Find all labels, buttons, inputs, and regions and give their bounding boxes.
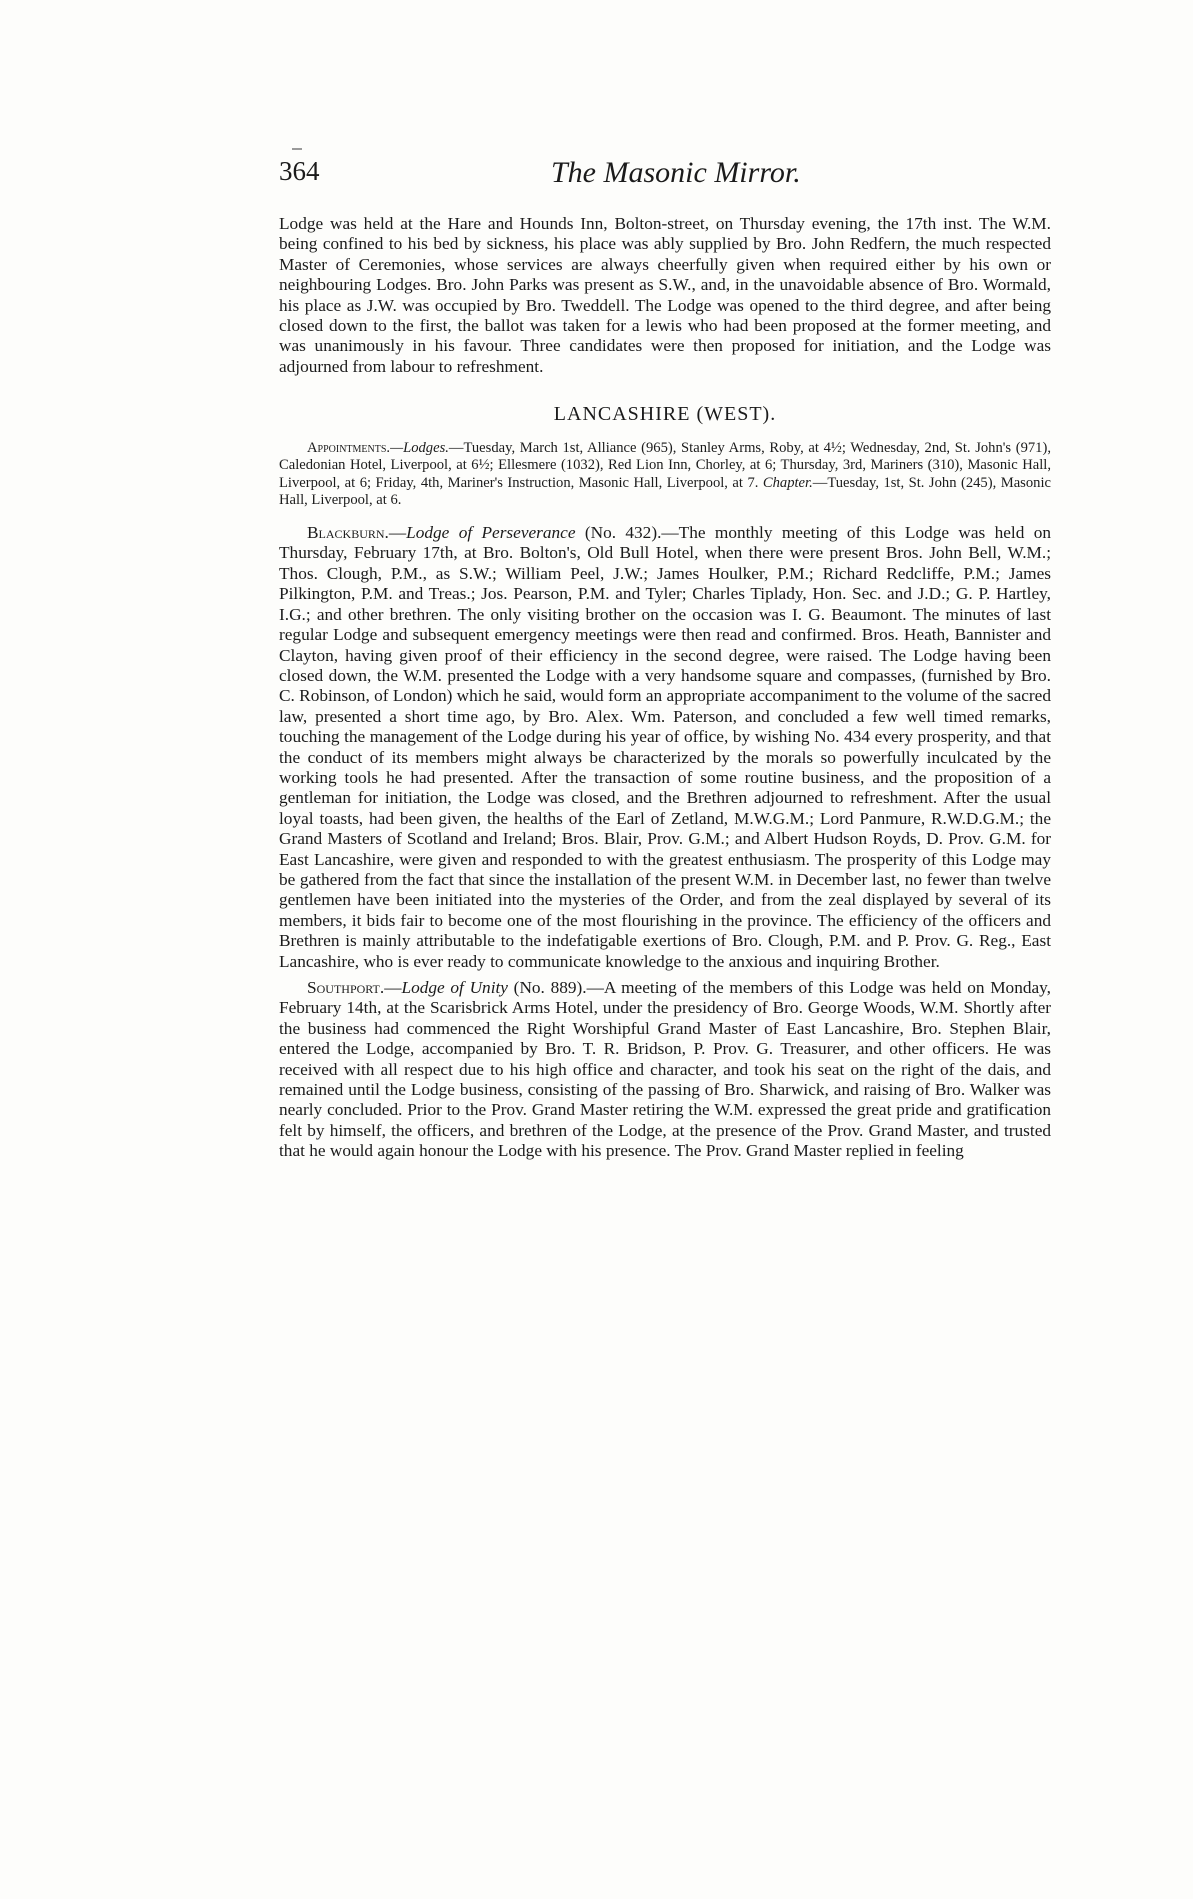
appointments-text: —Tuesday, March 1st, Alliance (965), Stanley Arms, Roby, at 4½; Wednesday, 2nd, St. John's (971), Caledonian Hotel, Liverpool, at 6½; Ellesmere (1032), Red Lion Inn, Chorley, at 6; Thursday, 3rd, Mariners (310), Masonic Hall, Liverpool, at 6; Friday, 4th, Mariner's Instruction, Masonic Hall, Liverpool, at 7. [279,440,1051,491]
southport-dash: — [384,978,402,997]
southport-lodge-name: Lodge of Unity [401,978,508,997]
chapter-label: Chapter. [762,474,813,491]
blackburn-dash: — [388,523,407,543]
section-heading: LANCASHIRE (WEST). [553,403,777,426]
page-header [279,156,1051,196]
southport-place: Southport. [307,978,385,997]
document-page [279,108,1051,1162]
chapter-text: —Tuesday, 1st, St. John (245), Masonic Hall, Liverpool, at 6. [279,474,1051,508]
blackburn-paragraph [279,523,1051,972]
blackburn-text: (No. 432).—The monthly meeting of this Lodge was held on Thursday, February 17th, at Bro. Bolton's, Old Bull Hotel, when there were present Bros. John Bell, W.M.; Thos. Clough, P.M., as S.W.; William Peel, J.W.; James Houlker, P.M.; Richard Redcliffe, P.M.; James Pilkington, P.M. and Treas.; Jos. Pearson, P.M. and Tyler; Charles Tiplady, Hon. Sec. and J.D.; G. P. Hartley, I.G.; and other brethren. The only visiting brother on the occasion was I. G. Beaumont. The minutes of last regular Lodge and subsequent emergency meetings were then read and confirmed. Bros. Heath, Bannister and Clayton, having given proof of their efficiency in the second degree, were raised. The Lodge having been closed down, the W.M. presented the Lodge with a very handsome square and compasses, (furnished by Bro. C. Robinson, of London) which he said, would form an appropriate accompaniment to the volume of the sacred law, presented a short time ago, by Bro. Alex. Wm. Paterson, and concluded a few well timed remarks, touching the management of the Lodge during his year of office, by wishing No. 434 every prosperity, and that the conduct of its members might always be characterized by the morals so powerfully inculcated by the working tools he had presented. After the transaction of some routine business, and the proposition of a gentleman for initiation, the Lodge was closed, and the Brethren adjourned to refreshment. After the usual loyal toasts, had been given, the healths of the Earl of Zetland, M.W.G.M.; Lord Panmure, R.W.D.G.M.; the Grand Masters of Scotland and Ireland; Bros. Blair, Prov. G.M.; and Albert Hudson Royds, D. Prov. G.M. for East Lancashire, were given and responded to with the greatest enthusiasm. The prosperity of this Lodge may be gathered from the fact that since the installation of the present W.M. in December last, no fewer than twelve gentlemen have been initiated into the mysteries of the Order, and from the zeal displayed by several of its members, it bids fair to become one of the most flourishing in the province. The efficiency of the officers and Brethren is mainly attributable to the indefatigable exertions of Bro. Clough, P.M. and P. Prov. G. Reg., East Lancashire, who is ever ready to communicate knowledge to the anxious and inquiring Brother. [279,523,1051,971]
blackburn-lodge-name: Lodge of Perseverance [406,523,576,543]
appointments-paragraph: Appointments.—Lodges.—Tuesday, March 1st, Alliance (965), Stanley Arms, Roby, at 4½; Wednesday, 2nd, St. John's (971), Caledonian Hotel, Liverpool, at 6½; Ellesmere (1032), Red Lion Inn, Chorley, at 6; Thursday, 3rd, Mariners (310), Masonic Hall, Liverpool, at 6; Friday, 4th, Mariner's Instruction, Masonic Hall, Liverpool, at 7. Chapter.—Tuesday, 1st, St. John (245), Masonic Hall, Liverpool, at 6. [279,440,1051,508]
appointments-label: Appointments. [307,440,391,457]
southport-text: (No. 889).—A meeting of the members of this Lodge was held on Monday, February 14th, at the Scarisbrick Arms Hotel, under the presidency of Bro. George Woods, W.M. Shortly after the business had commenced the Right Worshipful Grand Master of East Lancashire, Bro. Stephen Blair, entered the Lodge, accompanied by Bro. T. R. Bridson, P. Prov. G. Treasurer, and other officers. He was received with all respect due to his high office and character, and took his seat on the right of the dais, and remained until the Lodge business, consisting of the passing of Bro. Sharwick, and raising of Bro. Walker was nearly concluded. Prior to the Prov. Grand Master retiring the W.M. expressed the great pride and gratification felt by himself, the officers, and brethren of the Lodge, at the presence of the Prov. Grand Master, and trusted that he would again honour the Lodge with his presence. The Prov. Grand Master replied in feeling [279,978,1051,1161]
paragraph-continued: Lodge was held at the Hare and Hounds Inn, Bolton-street, on Thursday evening, the 17th inst. The W.M. being confined to his bed by sickness, his place was ably supplied by Bro. John Redfern, the much respected Master of Ceremonies, whose services are always cheerfully given when required either by his own or neighbouring Lodges. Bro. John Parks was present as S.W., and, in the unavoidable absence of Bro. Wormald, his place as J.W. was occupied by Bro. Tweddell. The Lodge was opened to the third degree, and after being closed down to the first, the ballot was taken for a lewis who had been proposed at the former meeting, and was unanimously in his favour. Three candidates were then proposed for initiation, and the Lodge was adjourned from labour to refreshment. [279,214,1051,376]
lodges-label: Lodges. [403,440,449,457]
running-title: The Masonic Mirror. [551,156,801,189]
southport-paragraph [279,978,1051,1162]
blackburn-place: Blackburn. [307,523,389,543]
page-number: 364 [279,156,320,186]
